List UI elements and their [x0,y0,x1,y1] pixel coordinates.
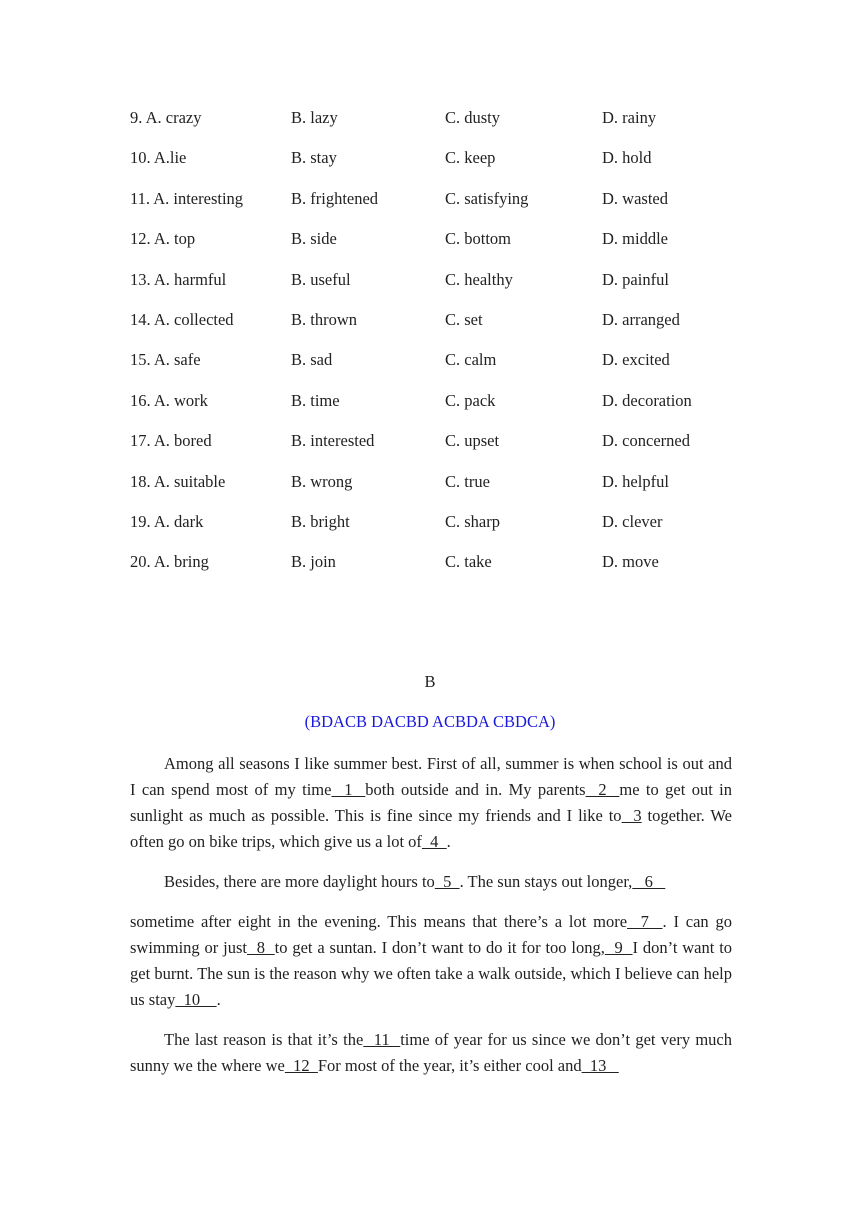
option-c: C. calm [445,350,497,370]
blank-line: 12 [284,1056,318,1075]
option-d: D. decoration [602,390,692,410]
option-d: D. wasted [602,188,668,208]
blank-line: 6 [632,872,666,891]
option-a: 15. A. safe [130,350,201,370]
option-row [0,146,860,186]
option-b: B. bright [291,511,350,531]
passage-paragraph-2 [130,869,732,895]
option-d: D. concerned [602,431,690,451]
answer-key: (BDACB DACBD ACBDA CBDCA) [304,712,556,731]
option-a: 12. A. top [130,229,196,249]
option-b: B. thrown [291,309,357,329]
option-b: B. interested [291,431,375,451]
option-b: B. frightened [291,188,379,208]
option-b: B. join [291,552,336,572]
passage-text: sometime after eight in the evening. This means that there’s a lot more [130,912,628,931]
passage-paragraph-4 [130,1027,732,1079]
blank-line: 1 [331,780,366,799]
option-d: D. middle [602,229,668,249]
option-a: 18. A. suitable [130,471,226,491]
option-b: B. wrong [291,471,353,491]
passage-text: For most of the year, it’s either cool and [317,1056,582,1075]
blank-line: 3 [621,806,642,825]
option-c: C. bottom [445,229,512,249]
option-row [0,389,860,429]
option-a: 17. A. bored [130,431,212,451]
option-row [0,510,860,550]
option-c: C. dusty [445,108,501,127]
option-a: 10. A.lie [130,148,187,168]
option-d: D. helpful [602,471,669,491]
option-a: 14. A. collected [130,309,234,329]
option-row [0,268,860,308]
passage-text: . The sun stays out longer, [459,872,633,891]
option-b: B. useful [291,269,351,289]
blank-line: 10 [175,990,217,1009]
option-row [0,227,860,267]
option-d: D. painful [602,269,669,289]
blank-line: 9 [604,938,633,957]
option-d: D. hold [602,148,652,168]
passage-paragraph-3 [130,909,732,1013]
passage-text: The last reason is that it’s the [164,1030,364,1049]
option-row [0,429,860,469]
option-row [0,308,860,348]
option-row [0,187,860,227]
blank-line: 8 [246,938,275,957]
option-list [0,106,860,591]
passage-text: . I can go swimming or just [130,912,732,957]
passage-text: . [216,990,221,1009]
option-c: C. satisfying [445,188,529,208]
passage-text: I don’t want to get burnt. The sun is the reason why we often take a walk outside, which I believe can help us stay [130,938,733,1009]
option-a: 9. A. crazy [130,108,202,127]
option-a: 20. A. bring [130,552,209,572]
option-d: D. clever [602,511,663,531]
option-row [0,106,860,146]
passage-paragraph-1 [130,751,732,855]
passage-text: to get a suntan. I don’t want to do it for too long, [274,938,605,957]
option-a: 19. A. dark [130,511,204,531]
passage-text: me to get out in sunlight as much as possible. This is fine since my friends and I like to [130,780,733,825]
passage-text: time of year for us since we don’t get very much sunny we the where we [130,1030,732,1075]
option-a: 11. A. interesting [130,188,244,208]
option-c: C. pack [445,390,496,410]
option-d: D. arranged [602,309,680,329]
blank-line: 4 [421,832,447,851]
blank-line: 5 [434,872,460,891]
option-d: D. excited [602,350,670,370]
option-c: C. healthy [445,269,513,289]
passage-text: Among all seasons I like summer best. First of all, summer is when school is out and I can spend most of my time [130,754,732,799]
passage-text: both outside and in. My parents [365,780,586,799]
blank-line: 7 [627,912,663,931]
option-c: C. upset [445,431,500,451]
option-b: B. lazy [291,108,338,127]
blank-line: 11 [363,1030,401,1049]
passage-text: . [446,832,451,851]
blank-line: 13 [581,1056,619,1075]
option-b: B. time [291,390,340,410]
option-b: B. side [291,229,337,249]
option-c: C. set [445,309,483,329]
passage-text: Besides, there are more daylight hours to [164,872,435,891]
option-row [0,348,860,388]
option-a: 16. A. work [130,390,208,410]
option-c: C. keep [445,148,496,168]
option-b: B. stay [291,148,337,168]
option-row [0,470,860,510]
option-c: C. sharp [445,511,500,531]
option-a: 13. A. harmful [130,269,227,289]
option-row [0,550,860,590]
blank-line: 2 [585,780,620,799]
option-b: B. sad [291,350,333,370]
option-c: C. take [445,552,492,572]
option-c: C. true [445,471,490,491]
section-title: B [424,672,436,691]
option-d: D. rainy [602,108,657,127]
option-d: D. move [602,552,659,572]
passage-text: together. We often go on bike trips, which give us a lot of [130,806,732,851]
